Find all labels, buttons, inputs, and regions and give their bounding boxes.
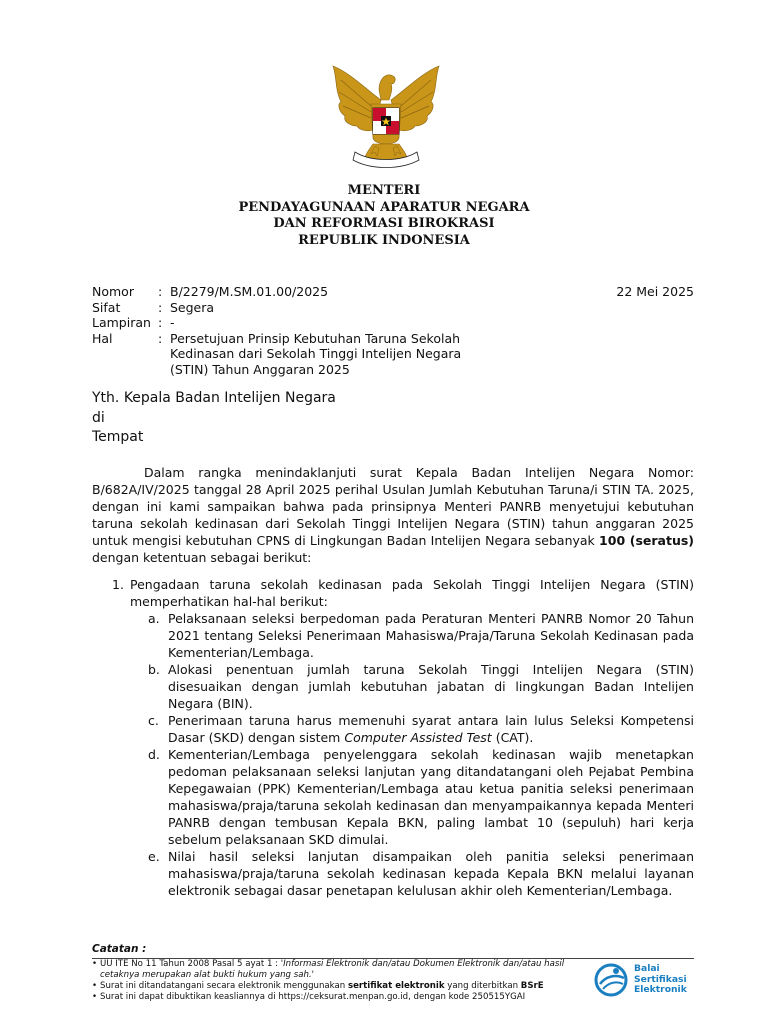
footer-note-bold: BSrE — [520, 981, 544, 991]
footer-note — [92, 959, 597, 981]
addressee — [92, 389, 336, 448]
letter-meta — [92, 284, 510, 377]
footer-note-italic: Informasi Elektronik dan/atau Dokumen Elektronik dan/atau hasil cetaknya merupakan alat bukti hukum yang sah. — [100, 959, 565, 980]
letterhead-line-1: MENTERI — [347, 183, 421, 198]
colon: : — [158, 284, 163, 299]
meta-row-hal — [92, 331, 510, 378]
sub-item-text-end: (CAT). — [495, 730, 534, 745]
sub-item-letter: e. — [148, 849, 160, 864]
bsre-text-line-3: Elektronik — [634, 984, 687, 995]
footer-note — [92, 981, 597, 992]
lampiran-label: Lampiran — [92, 315, 151, 330]
letter-date: 22 Mei 2025 — [616, 284, 694, 299]
footer-note-bold: sertifikat elektronik — [347, 981, 445, 991]
list-item-number: 1. — [112, 577, 124, 592]
list-item-text: Pengadaan taruna sekolah kedinasan pada Sekolah Tinggi Intelijen Negara (STIN) memperhatikan hal-hal berikut: — [130, 577, 694, 609]
bsre-logo-text — [634, 964, 687, 996]
bullet: • — [92, 992, 98, 1002]
sub-item — [130, 848, 694, 899]
sub-item — [130, 610, 694, 661]
sub-item — [130, 661, 694, 712]
letterhead — [0, 183, 768, 249]
letterhead-line-3: DAN REFORMASI BIROKRASI — [273, 216, 495, 231]
sub-item — [130, 712, 694, 746]
sub-list — [130, 610, 694, 899]
body-text-bold: 100 (seratus) — [599, 533, 695, 548]
body-text-start: Dalam rangka menindaklanjuti surat Kepala Badan Intelijen Negara Nomor: B/682A/IV/2025 tanggal 28 April 2025 perihal Usulan Jumlah Kebutuhan Taruna/i STIN TA. 2025, dengan ini kami sampaikan bahwa pada prinsipnya Menteri PANRB menyetujui kebutuhan taruna sekolah kedinasan dari Sekolah Tinggi Intelijen Negara (STIN) tahun anggaran 2025 untuk mengisi kebutuhan CPNS di Lingkungan Badan Intelijen Negara sebanyak — [92, 465, 694, 548]
sub-item-letter: d. — [148, 747, 160, 762]
sub-item-text: Pelaksanaan seleksi berpedoman pada Peraturan Menteri PANRB Nomor 20 Tahun 2021 tentang Seleksi Penerimaan Mahasiswa/Praja/Taruna Sekolah Kedinasan pada Kementerian/Lembaga. — [168, 611, 694, 660]
hal-label: Hal — [92, 330, 113, 346]
sub-item-text — [168, 712, 694, 746]
lampiran-value: - — [170, 315, 175, 330]
footer-note-text: Surat ini dapat dibuktikan keasliannya di https://ceksurat.menpan.go.id, dengan kode 250515YGAI — [100, 992, 526, 1002]
body-text-end: dengan ketentuan sebagai berikut: — [92, 550, 312, 565]
nomor-value: B/2279/M.SM.01.00/2025 — [170, 284, 329, 299]
colon: : — [158, 299, 163, 315]
letterhead-line-2: PENDAYAGUNAAN APARATUR NEGARA — [238, 199, 530, 215]
meta-row-lampiran — [92, 315, 510, 331]
letterhead-line-4: REPUBLIK INDONESIA — [298, 232, 470, 248]
provisions-list — [112, 576, 694, 899]
sifat-label: Sifat — [92, 299, 121, 315]
hal-value: Persetujuan Prinsip Kebutuhan Taruna Sekolah Kedinasan dari Sekolah Tinggi Intelijen Negara (STIN) Tahun Anggaran 2025 — [170, 330, 462, 377]
sub-item — [130, 746, 694, 848]
body-paragraph — [92, 464, 694, 566]
bullet: • — [92, 959, 98, 969]
sub-item-text-italic: Computer Assisted Test — [344, 730, 492, 745]
bsre-text-line-2: Sertifikasi — [634, 973, 687, 985]
addressee-line-3: Tempat — [92, 429, 144, 445]
addressee-line-2: di — [92, 409, 105, 426]
footer-note — [92, 992, 597, 1003]
footer-note-prefix: UU ITE No 11 Tahun 2008 Pasal 5 ayat 1 : ' — [100, 959, 284, 969]
addressee-line-1: Yth. Kepala Badan Intelijen Negara — [92, 390, 336, 406]
sub-item-text: Nilai hasil seleksi lanjutan disampaikan oleh panitia seleksi penerimaan mahasiswa/praja/taruna sekolah kedinasan kepada Kepala BKN melalui layanan elektronik sebagai dasar penetapan kelulusan akhir oleh Kementerian/Lembaga. — [168, 849, 694, 898]
footer-note-mid: yang diterbitkan — [447, 981, 519, 991]
bullet: • — [92, 981, 98, 991]
list-item — [112, 576, 694, 899]
bsre-logo-icon — [594, 962, 628, 998]
sub-item-text-start: Penerimaan taruna harus memenuhi syarat antara lain lulus Seleksi Kompetensi Dasar (SKD) dengan sistem — [168, 713, 694, 745]
colon: : — [158, 330, 163, 346]
garuda-emblem-icon — [327, 60, 445, 180]
sub-item-letter: b. — [148, 662, 160, 677]
sifat-value: Segera — [170, 299, 215, 315]
bsre-text-line-1: Balai — [634, 963, 660, 974]
colon: : — [158, 315, 163, 330]
nomor-label: Nomor — [92, 284, 134, 299]
footer-note-suffix: ' — [311, 970, 315, 980]
meta-row-sifat — [92, 300, 510, 316]
meta-row-nomor — [92, 284, 510, 300]
footer-notes-title: Catatan : — [92, 943, 147, 955]
sub-item-letter: a. — [148, 611, 160, 626]
sub-item-text: Alokasi penentuan jumlah taruna Sekolah Tinggi Intelijen Negara (STIN) disesuaikan dengan jumlah kebutuhan jabatan di lingkungan Badan Intelijen Negara (BIN). — [168, 662, 694, 711]
sub-item-letter: c. — [148, 713, 159, 728]
footer-note-prefix: Surat ini ditandatangani secara elektronik menggunakan — [100, 981, 346, 991]
sub-item-text: Kementerian/Lembaga penyelenggara sekolah kedinasan wajib menetapkan pedoman pelaksanaan seleksi lanjutan yang ditandatangani oleh Pejabat Pembina Kepegawaian (PPK) Kementerian/Lembaga atau ketua panitia seleksi penerimaan mahasiswa/praja/taruna sekolah kedinasan dan menyampaikannya kepada Menteri PANRB dengan tembusan Kepala BKN, paling lambat 10 (sepuluh) hari kerja sebelum pelaksanaan SKD dimulai. — [168, 747, 694, 847]
footer-notes — [92, 959, 597, 1003]
